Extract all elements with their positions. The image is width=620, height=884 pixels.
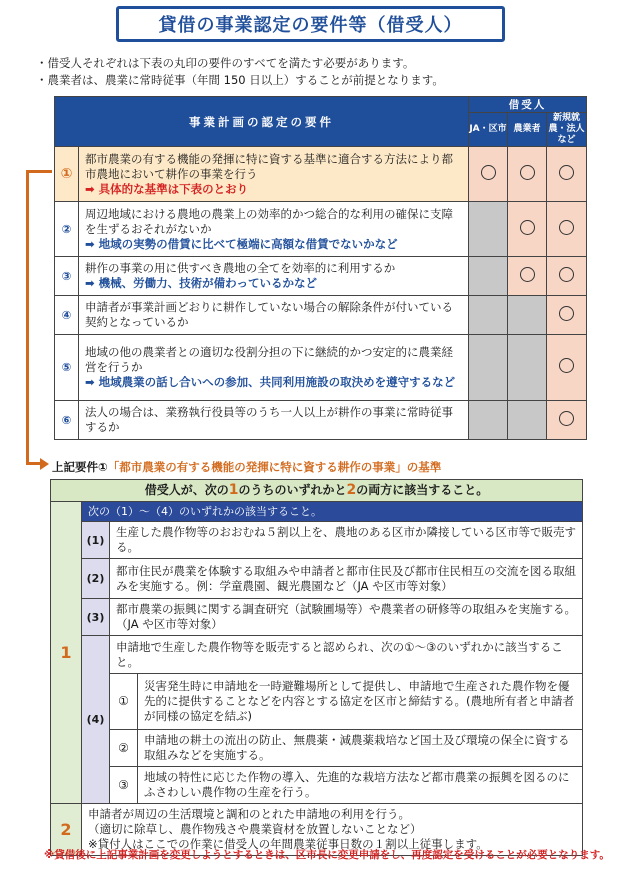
sub-text: 申請地の耕土の流出の防止、無農薬・減農薬栽培など国土及び環境の保全に資する取組みなどを実施する。 [138, 730, 583, 767]
head-text-a: 借受人が、次の [144, 483, 229, 497]
row-sub: ➡ 機械、労働力、技術が備わっているかなど [85, 276, 318, 290]
criteria-row [51, 522, 583, 559]
requirement-row [55, 147, 587, 202]
section2-label [52, 459, 441, 475]
footnote: ※貸借後に上記事業計画を変更しようとするときは、区市長に変更申請をし、再度認定を受けることが必要となります。 [44, 849, 610, 861]
row-text: 周辺地域における農地の農業上の効率的かつ総合的な利用の確保に支障を生ずるおそれがないか [85, 206, 453, 236]
row-desc [79, 335, 469, 401]
notes [36, 55, 444, 89]
sub-text: 地域の特性に応じた作物の導入、先進的な栽培方法など都市農業の振興を図るのにふさわしい農作物の生産を行う。 [138, 767, 583, 804]
connector-vertical [26, 170, 29, 464]
criteria-row [51, 636, 583, 674]
item-text: 生産した農作物等のおおむね５割以上を、農地のある区市か隣接している区市等で販売する。 [110, 522, 583, 559]
criteria-subrow [51, 730, 583, 767]
item-text: 申請地で生産した農作物等を販売すると認められ、次の①～③のいずれかに該当すること。 [110, 636, 583, 674]
group-2-text [82, 804, 583, 856]
cell-circle [547, 335, 587, 401]
note-1: ・借受人それぞれは下表の丸印の要件のすべてを満たす必要があります。 [36, 56, 415, 70]
item-label: (2) [82, 559, 110, 599]
cell-gray [508, 296, 547, 335]
cell-gray [469, 401, 508, 440]
row-desc [79, 202, 469, 257]
cell-circle [547, 147, 587, 202]
circle-mark [520, 165, 535, 180]
title-box [116, 6, 505, 42]
criteria-row [51, 804, 583, 856]
requirement-row [55, 401, 587, 440]
sub-number: ① [110, 674, 138, 730]
row-number: ⑥ [55, 401, 79, 440]
row-text: 都市農業の有する機能の発揮に特に資する基準に適合する方法により都市農地において耕作の事業を行う [85, 151, 453, 181]
row-text: 地域の他の農業者との適切な役割分担の下に継続的かつ安定的に農業経営を行うか [85, 345, 453, 374]
section2-main: 「都市農業の有する機能の発揮に特に資する耕作の事業」の基準 [107, 460, 442, 474]
row-number: ③ [55, 257, 79, 296]
group-1-number: 1 [51, 502, 82, 804]
cell-circle [469, 147, 508, 202]
header-col-farmer: 農業者 [508, 113, 547, 147]
row-text: 耕作の事業の用に供すべき農地の全てを効率的に利用するか [85, 261, 396, 275]
cell-gray [469, 202, 508, 257]
row-number: ② [55, 202, 79, 257]
header-borrower: 借受人 [469, 97, 587, 113]
header-col-ja: JA・区市 [469, 113, 508, 147]
connector-top [26, 170, 52, 173]
requirement-row [55, 335, 587, 401]
row-number: ⑤ [55, 335, 79, 401]
cell-circle [547, 202, 587, 257]
cell-circle [547, 296, 587, 335]
row-desc [79, 401, 469, 440]
cell-circle [547, 401, 587, 440]
item-label: (1) [82, 522, 110, 559]
criteria-table [50, 479, 583, 856]
circle-mark [559, 220, 574, 235]
header-main: 事業計画の認定の要件 [55, 97, 469, 147]
row-sub: ➡ 地域農業の話し合いへの参加、共同利用施設の取決めを遵守するなど [85, 375, 456, 389]
circle-mark [520, 220, 535, 235]
requirements-table [54, 96, 587, 440]
header-col-new: 新規就農・法人など [548, 113, 585, 145]
g2-line: （適切に除草し、農作物残さや農業資材を放置しないことなど） [88, 822, 422, 836]
g2-line: 申請者が周辺の生活環境と調和のとれた申請地の利用を行う。 [88, 807, 410, 821]
circle-mark [559, 165, 574, 180]
criteria-header [51, 480, 583, 502]
item-label: (4) [82, 636, 110, 804]
row-text: 法人の場合は、業務執行役員等のうち一人以上が耕作の事業に常時従事するか [85, 405, 453, 434]
circle-mark [559, 267, 574, 282]
row-desc [79, 257, 469, 296]
page-title: 貸借の事業認定の要件等（借受人） [158, 15, 463, 36]
requirement-row [55, 202, 587, 257]
circle-mark [559, 306, 574, 321]
group-1-subheader: 次の（1）～（4）のいずれかの該当すること。 [82, 502, 583, 522]
circle-mark [559, 411, 574, 426]
head-text-c: の両方に該当すること。 [356, 483, 489, 497]
cell-gray [508, 401, 547, 440]
arrow-right-icon [40, 458, 49, 470]
group-2-number: 2 [51, 804, 82, 856]
cell-gray [469, 296, 508, 335]
row-sub: ➡ 具体的な基準は下表のとおり [85, 181, 249, 196]
head-text-b: のうちのいずれかと [238, 483, 347, 497]
row-desc [79, 147, 469, 202]
item-text: 都市農業の振興に関する調査研究（試験圃場等）や農業者の研修等の取組みを実施する。（JA や区市等対象） [110, 599, 583, 636]
item-text: 都市住民が農業を体験する取組みや申請者と都市住民及び都市住民相互の交流を図る取組みを実施する。例：学童農園、観光農園など（JA や区市等対象） [110, 559, 583, 599]
cell-gray [508, 335, 547, 401]
requirement-row [55, 296, 587, 335]
cell-gray [469, 257, 508, 296]
sub-number: ② [110, 730, 138, 767]
row-number: ① [55, 147, 79, 202]
cell-circle [508, 257, 547, 296]
section2-prefix: 上記要件① [52, 460, 108, 474]
cell-circle [508, 147, 547, 202]
criteria-subrow [51, 674, 583, 730]
row-sub: ➡ 地域の実勢の借賃に比べて極端に高額な借賃でないかなど [85, 236, 398, 251]
requirement-row [55, 257, 587, 296]
sub-number: ③ [110, 767, 138, 804]
row-desc [79, 296, 469, 335]
row-text: 申請者が事業計画どおりに耕作していない場合の解除条件が付いている契約となっているか [85, 300, 453, 329]
note-2: ・農業者は、農業に常時従事（年間 150 日以上）することが前提となります。 [36, 73, 444, 87]
row-number: ④ [55, 296, 79, 335]
g2-line: ※貸付人はここでの作業に借受人の年間農業従事日数の１割以上従事します。 [88, 837, 488, 851]
item-label: (3) [82, 599, 110, 636]
circle-mark [559, 358, 574, 373]
cell-circle [547, 257, 587, 296]
head-num-2: 2 [346, 482, 357, 498]
cell-circle [508, 202, 547, 257]
criteria-row [51, 559, 583, 599]
head-num-1: 1 [228, 482, 239, 498]
circle-mark [520, 267, 535, 282]
criteria-row [51, 599, 583, 636]
criteria-subrow [51, 767, 583, 804]
sub-text: 災害発生時に申請地を一時避難場所として提供し、申請地で生産された農作物を優先的に提供することなどを内容とする協定を区市と締結する。(農地所有者と申請者が同様の協定を結ぶ) [138, 674, 583, 730]
cell-gray [469, 335, 508, 401]
circle-mark [481, 165, 496, 180]
